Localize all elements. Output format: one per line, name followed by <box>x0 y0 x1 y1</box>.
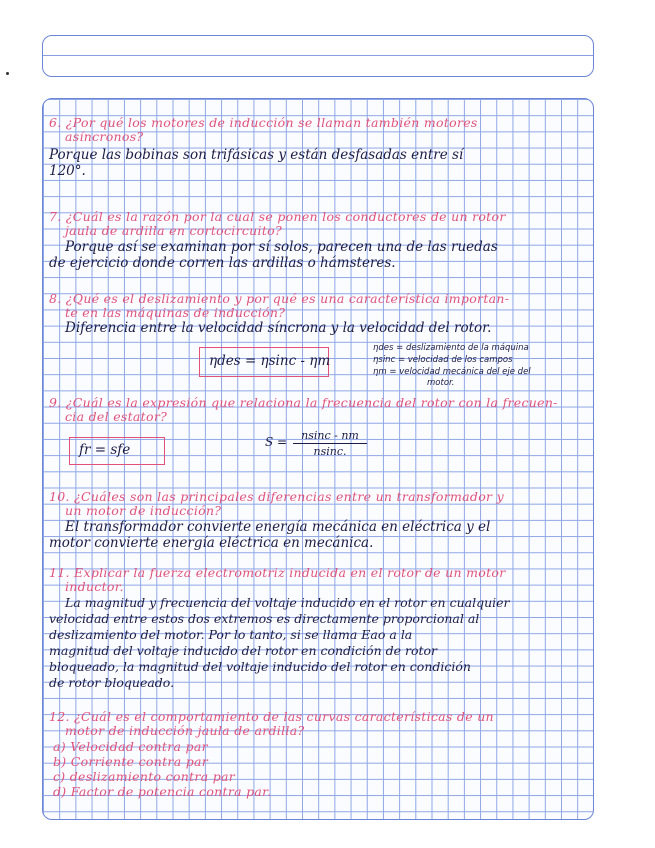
q11-question-line-2: inductor. <box>65 579 124 594</box>
q6-question-line-2: asíncronos? <box>65 129 144 144</box>
q9-formula: fr = sfe <box>79 442 131 458</box>
fraction-bar <box>293 443 367 444</box>
q9-slip-fraction <box>293 429 367 458</box>
q11-answer-line-2: velocidad entre estos dos extremos es directamente proporcional al <box>49 611 480 626</box>
q8-formula: ηdes = ηsinc - ηm <box>209 353 331 369</box>
grid-paper-sheet <box>42 98 594 820</box>
q7-answer-line-2: de ejercicio donde corren las ardillas o hámsteres. <box>49 255 396 271</box>
q12-item-a: a) Velocidad contra par <box>53 739 208 754</box>
q8-legend-line-4: motor. <box>427 378 455 388</box>
q10-question-line-2: un motor de inducción? <box>65 503 222 518</box>
q12-item-c: c) deslizamiento contra par <box>53 769 236 784</box>
q8-question-line-2: te en las máquinas de inducción? <box>65 305 286 320</box>
q7-question-line-2: jaula de ardilla en cortocircuito? <box>65 223 282 238</box>
q8-legend-line-1: ηdes = deslizamiento de la máquina <box>373 343 529 353</box>
header-box <box>42 35 594 77</box>
q11-answer-line-4: magnitud del voltaje inducido del rotor en condición de rotor <box>49 643 437 658</box>
q9-question-line-1: 9. ¿Cuál es la expresión que relaciona la frecuencia del rotor con la frecuen- <box>49 395 558 410</box>
q6-answer-line-1: Porque las bobinas son trifásicas y están desfasadas entre sí <box>49 147 464 163</box>
q9-slip-lhs: S = <box>265 435 288 449</box>
q9-question-line-2: cia del estator? <box>65 409 168 424</box>
q11-answer-line-5: bloqueado, la magnitud del voltaje inducido del rotor en condición <box>49 659 471 674</box>
q10-answer-line-2: motor convierte energía eléctrica en mecánica. <box>49 535 374 551</box>
q11-answer-line-1: La magnitud y frecuencia del voltaje inducido en el rotor en cualquier <box>65 595 510 610</box>
q7-answer-line-1: Porque así se examinan por sí solos, parecen una de las ruedas <box>65 239 498 255</box>
q10-question-line-1: 10. ¿Cuáles son las principales diferencias entre un transformador y <box>49 489 504 504</box>
q12-question-line-2: motor de inducción jaula de ardilla? <box>65 723 305 738</box>
q6-question-line-1: 6. ¿Por qué los motores de inducción se llaman también motores <box>49 115 478 130</box>
q7-question-line-1: 7. ¿Cuál es la razón por la cual se ponen los conductores de un rotor <box>49 209 506 224</box>
q8-answer-line-1: Diferencia entre la velocidad síncrona y la velocidad del rotor. <box>65 320 492 336</box>
q8-legend-line-2: ηsinc = velocidad de los campos <box>373 355 513 365</box>
q12-item-d: d) Factor de potencia contra par. <box>53 784 272 799</box>
q12-question-line-1: 12. ¿Cuál es el comportamiento de las curvas características de un <box>49 709 494 724</box>
q6-answer-line-2: 120°. <box>49 163 86 179</box>
q12-item-b: b) Corriente contra par <box>53 754 209 769</box>
q10-answer-line-1: El transformador convierte energía mecánica en eléctrica y el <box>65 519 491 535</box>
ink-dot <box>6 72 9 75</box>
q11-answer-line-3: deslizamiento del motor. Por lo tanto, si se llama Eao a la <box>49 627 413 642</box>
q11-answer-line-6: de rotor bloqueado. <box>49 675 175 690</box>
q9-slip-numerator: nsinc - nm <box>301 429 359 442</box>
q8-question-line-1: 8. ¿Qué es el deslizamiento y por qué es una característica importan- <box>49 291 510 306</box>
q8-legend-line-3: ηm = velocidad mecánica del eje del <box>373 367 531 377</box>
q9-slip-denominator: nsinc. <box>313 445 347 458</box>
q11-question-line-1: 11. Explicar la fuerza electromotriz inducida en el rotor de un motor <box>49 565 506 580</box>
header-divider <box>43 55 593 56</box>
